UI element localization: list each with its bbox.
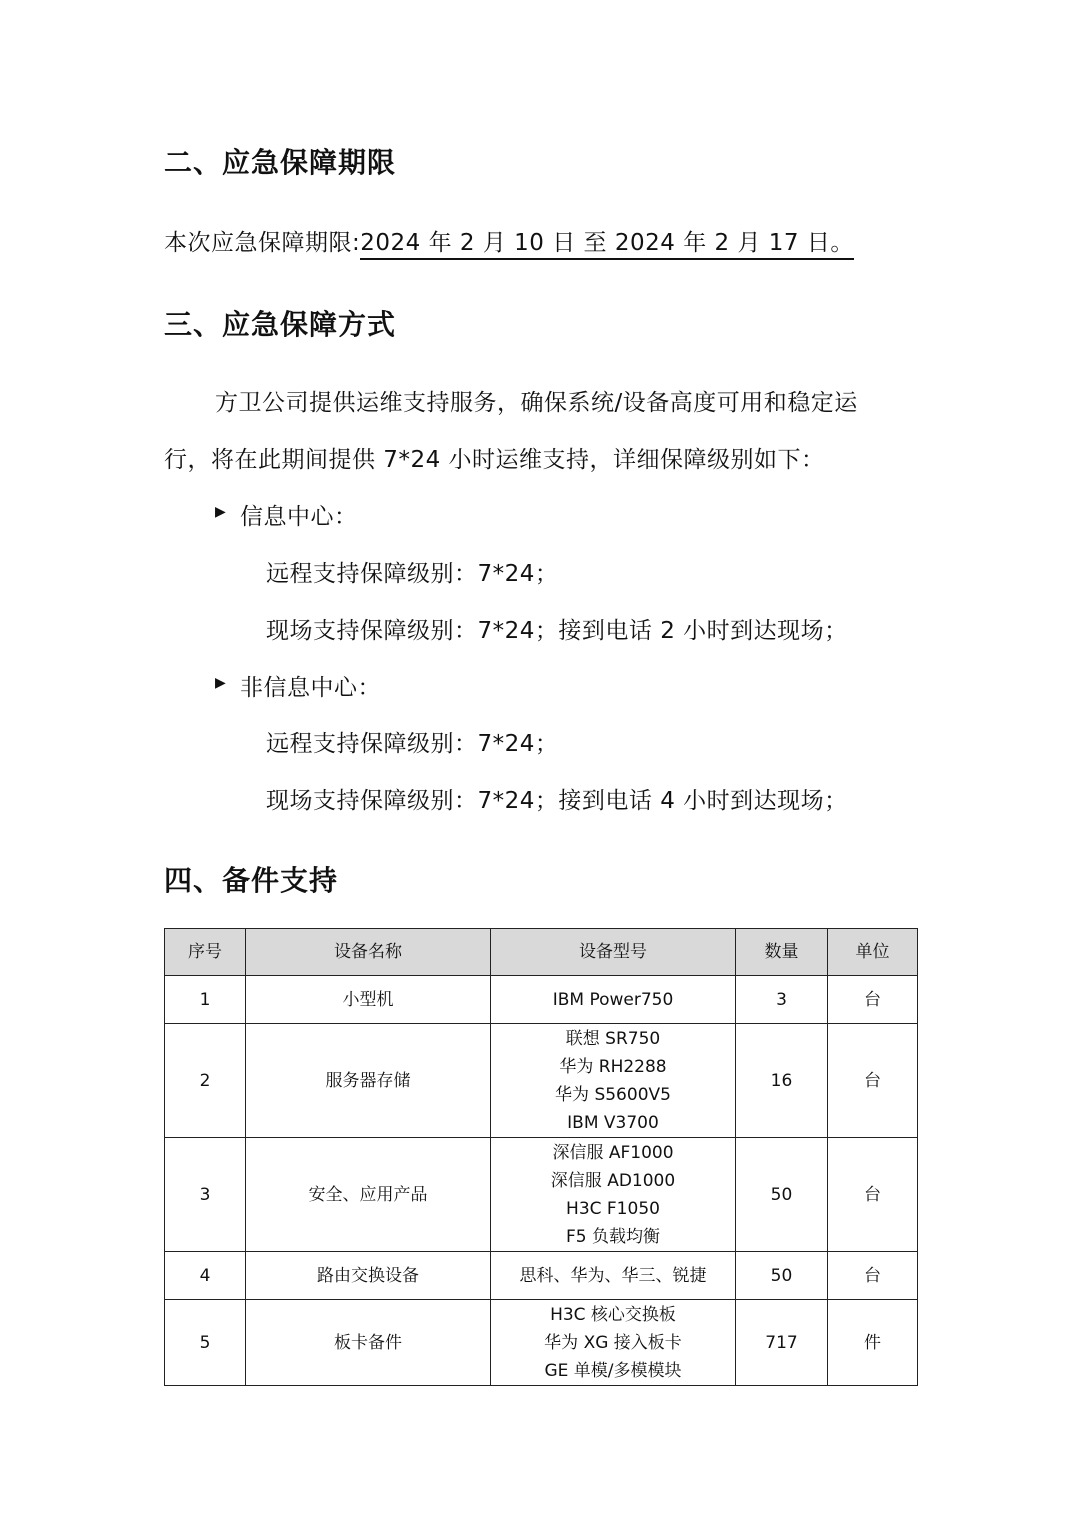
row-qty: 50 [736, 1138, 828, 1252]
header-no: 序号 [165, 929, 246, 976]
row-qty: 3 [736, 976, 828, 1024]
model-line: 华为 RH2288 [559, 1056, 667, 1077]
row-qty: 16 [736, 1024, 828, 1138]
model-line: H3C F1050 [566, 1198, 660, 1219]
row-no: 3 [165, 1138, 246, 1252]
table-row [165, 1138, 918, 1252]
info-center-onsite: 现场支持保障级别：7*24；接到电话 2 小时到达现场； [266, 618, 848, 644]
model-line: GE 单模/多模模块 [544, 1360, 682, 1381]
row-name: 路由交换设备 [246, 1252, 491, 1300]
non-info-center-title: 非信息中心： [240, 675, 381, 701]
table-header-row [165, 929, 918, 976]
model-line: 深信服 AF1000 [552, 1142, 674, 1163]
row-no: 5 [165, 1300, 246, 1386]
spare-parts-table [164, 928, 918, 1386]
row-no: 1 [165, 976, 246, 1024]
spare-heading: 四、备件支持 [164, 864, 339, 897]
method-paragraph-line2: 行，将在此期间提供 7*24 小时运维支持，详细保障级别如下： [164, 447, 825, 473]
table-row [165, 1300, 918, 1386]
triangle-bullet-icon: ▶ [215, 504, 226, 520]
row-models [491, 976, 736, 1024]
model-line: 联想 SR750 [565, 1028, 661, 1049]
period-value: 2024 年 2 月 10 日 至 2024 年 2 月 17 日。 [360, 230, 854, 260]
row-unit: 台 [828, 976, 918, 1024]
row-models [491, 1252, 736, 1300]
row-unit: 台 [828, 1252, 918, 1300]
header-unit: 单位 [828, 929, 918, 976]
row-name: 服务器存储 [246, 1024, 491, 1138]
period-line [164, 224, 854, 257]
period-label: 本次应急保障期限: [164, 230, 361, 256]
period-heading: 二、应急保障期限 [164, 146, 397, 179]
row-unit: 件 [828, 1300, 918, 1386]
method-heading: 三、应急保障方式 [164, 308, 397, 341]
model-line: 深信服 AD1000 [550, 1170, 676, 1191]
info-center-remote: 远程支持保障级别：7*24； [266, 561, 559, 587]
triangle-bullet-icon: ▶ [215, 675, 226, 691]
model-line: H3C 核心交换板 [550, 1304, 676, 1325]
row-models [491, 1300, 736, 1386]
row-qty: 717 [736, 1300, 828, 1386]
method-paragraph-line1: 方卫公司提供运维支持服务，确保系统/设备高度可用和稳定运 [215, 390, 858, 416]
model-line: 华为 XG 接入板卡 [544, 1332, 682, 1353]
row-name: 板卡备件 [246, 1300, 491, 1386]
header-model: 设备型号 [491, 929, 736, 976]
row-name: 安全、应用产品 [246, 1138, 491, 1252]
model-line: 思科、华为、华三、锐捷 [519, 1265, 707, 1286]
model-line: IBM Power750 [552, 989, 674, 1010]
info-center-title: 信息中心： [240, 504, 358, 530]
header-qty: 数量 [736, 929, 828, 976]
row-qty: 50 [736, 1252, 828, 1300]
row-models [491, 1024, 736, 1138]
row-name: 小型机 [246, 976, 491, 1024]
model-line: 华为 S5600V5 [555, 1084, 671, 1105]
table-row [165, 1252, 918, 1300]
row-no: 4 [165, 1252, 246, 1300]
row-unit: 台 [828, 1138, 918, 1252]
table-row [165, 1024, 918, 1138]
row-unit: 台 [828, 1024, 918, 1138]
model-line: F5 负载均衡 [566, 1226, 660, 1247]
table-row [165, 976, 918, 1024]
non-info-center-remote: 远程支持保障级别：7*24； [266, 731, 559, 757]
header-name: 设备名称 [246, 929, 491, 976]
row-models [491, 1138, 736, 1252]
model-line: IBM V3700 [567, 1112, 659, 1133]
non-info-center-onsite: 现场支持保障级别：7*24；接到电话 4 小时到达现场； [266, 788, 848, 814]
row-no: 2 [165, 1024, 246, 1138]
